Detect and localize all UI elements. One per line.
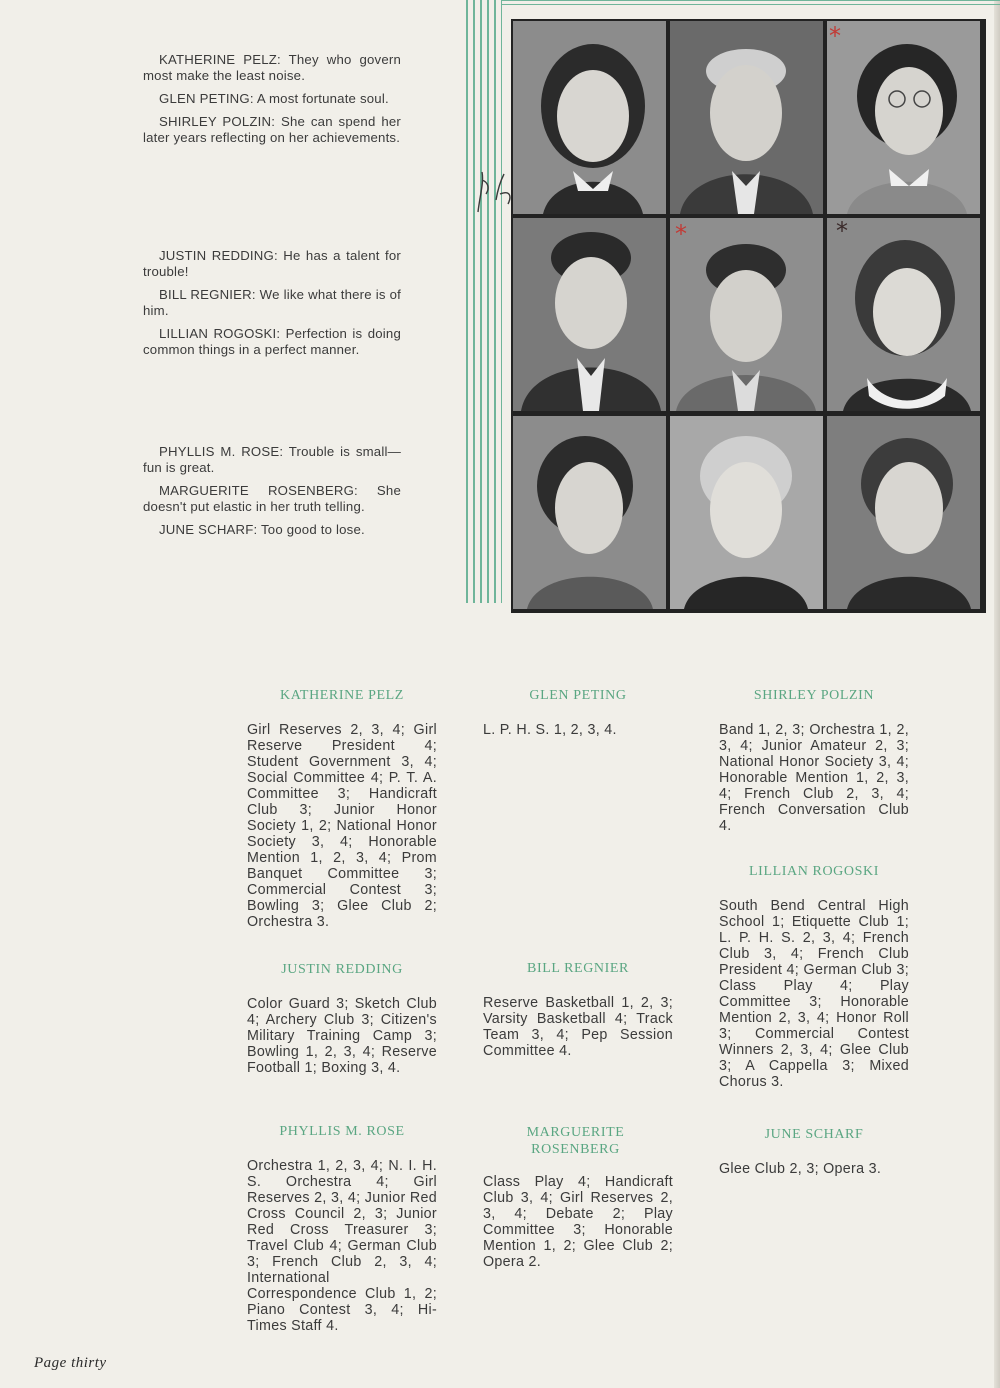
activities-june-scharf xyxy=(719,1126,909,1177)
portrait-glen-peting xyxy=(670,21,823,214)
portrait-image xyxy=(513,416,666,609)
green-top-rule xyxy=(502,0,1000,7)
activities-text: L. P. H. S. 1, 2, 3, 4. xyxy=(483,722,617,738)
red-asterisk-mark: * xyxy=(829,22,841,50)
quote-group-2 xyxy=(143,248,401,365)
quote-group-1 xyxy=(143,52,401,153)
activities-text: Girl Reserves 2, 3, 4; Girl Reserve President 4; Student Government 3, 4; Social Committee 4; P. T. A. Committee 3; Handicraft Club 3; Junior Honor Society 1, 2; National Honor Society 3, 4; Honorable Mention 1, 2, 3, 4; Prom Banquet Committee 3; Commercial Contest 3; Bowling 3; Glee Club 2; Orchestra 3. xyxy=(247,722,437,930)
student-name: LILLIAN ROGOSKI xyxy=(749,864,879,879)
portrait-image xyxy=(670,416,823,609)
portrait-shirley-polzin xyxy=(827,21,980,214)
quote-katherine-pelz: KATHERINE PELZ: They who govern most make the least noise. xyxy=(143,52,401,83)
student-name: JUNE SCHARF xyxy=(764,1127,864,1142)
activities-text: South Bend Central High School 1; Etiquette Club 1; L. P. H. S. 2, 3, 4; French Club 3, 4; French Club President 4; German Club 3; Class Play 4; Play Committee 3; Honorable Mention 2, 3, 4; Honor Roll 3; Commercial Contest Winners 2, 3, 4; Glee Club 3; A Cappella 3; Mixed Chorus 3. xyxy=(719,898,909,1090)
activities-text: Color Guard 3; Sketch Club 4; Archery Club 3; Citizen's Military Training Camp 3; Bowling 1, 2, 3, 4; Reserve Football 1; Boxing 3, 4. xyxy=(247,996,437,1076)
portrait-grid xyxy=(511,19,986,613)
quote-group-3 xyxy=(143,444,401,545)
green-stripe-border xyxy=(466,0,502,603)
quote-glen-peting: GLEN PETING: A most fortunate soul. xyxy=(159,91,389,106)
quote-justin-redding: JUSTIN REDDING: He has a talent for trouble! xyxy=(143,248,401,279)
student-name: KATHERINE PELZ xyxy=(280,688,404,703)
activities-marguerite-rosenberg xyxy=(483,1124,673,1270)
portrait-image xyxy=(670,218,823,411)
activities-text: Band 1, 2, 3; Orchestra 1, 2, 3, 4; Junior Amateur 2, 3; National Honor Society 3, 4; Honorable Mention 1, 2, 3, 4; French Club 2, 3, 4; French Conversation Club 4. xyxy=(719,722,909,834)
portrait-image xyxy=(827,218,980,411)
portrait-lillian-rogoski xyxy=(827,218,980,411)
student-name: GLEN PETING xyxy=(529,688,627,703)
activities-glen-peting xyxy=(483,687,673,738)
quote-lillian-rogoski: LILLIAN ROGOSKI: Perfection is doing common things in a perfect manner. xyxy=(143,326,401,357)
page-edge-shadow xyxy=(994,0,1000,1388)
quote-june-scharf: JUNE SCHARF: Too good to lose. xyxy=(159,522,365,537)
portrait-image xyxy=(827,21,980,214)
portrait-marguerite-rosenberg xyxy=(670,416,823,609)
activities-lillian-rogoski xyxy=(719,863,909,1090)
red-asterisk-mark: * xyxy=(675,220,687,248)
activities-text: Glee Club 2, 3; Opera 3. xyxy=(719,1161,882,1177)
quote-bill-regnier: BILL REGNIER: We like what there is of him. xyxy=(143,287,401,318)
quote-phyllis-rose: PHYLLIS M. ROSE: Trouble is small—fun is great. xyxy=(143,444,401,475)
portrait-bill-regnier xyxy=(670,218,823,411)
portrait-image xyxy=(670,21,823,214)
activities-justin-redding xyxy=(247,961,437,1076)
student-name: BILL REGNIER xyxy=(527,961,629,976)
portrait-image xyxy=(513,21,666,214)
student-name: MARGUERITE ROSENBERG xyxy=(526,1125,625,1157)
student-name: PHYLLIS M. ROSE xyxy=(279,1124,405,1139)
student-name: JUSTIN REDDING xyxy=(281,962,403,977)
student-name: SHIRLEY POLZIN xyxy=(753,688,875,703)
page-number: Page thirty xyxy=(34,1355,107,1371)
activities-shirley-polzin xyxy=(719,687,909,834)
portrait-image xyxy=(827,416,980,609)
portrait-justin-redding xyxy=(513,218,666,411)
activities-text: Class Play 4; Handicraft Club 3, 4; Girl Reserves 2, 3, 4; Debate 2; Play Committee 3; Honorable Mention 1, 2; Glee Club 2; Opera 2. xyxy=(483,1174,673,1270)
portrait-phyllis-rose xyxy=(513,416,666,609)
activities-text: Orchestra 1, 2, 3, 4; N. I. H. S. Orchestra 4; Girl Reserves 2, 3, 4; Junior Red Cross Council 2, 3; Junior Red Cross Treasurer 3; Travel Club 4; German Club 3; French Club 2, 3, 4; International Correspondence Club 1, 2; Piano Contest 3, 4; Hi-Times Staff 4. xyxy=(247,1158,437,1334)
portrait-june-scharf xyxy=(827,416,980,609)
portrait-katherine-pelz xyxy=(513,21,666,214)
activities-text: Reserve Basketball 1, 2, 3; Varsity Basketball 4; Track Team 3, 4; Pep Session Committee 4. xyxy=(483,995,673,1059)
portrait-image xyxy=(513,218,666,411)
activities-bill-regnier xyxy=(483,960,673,1059)
quote-marguerite-rosenberg: MARGUERITE ROSENBERG: She doesn't put elastic in her truth telling. xyxy=(143,483,401,514)
activities-katherine-pelz xyxy=(247,687,437,930)
activities-phyllis-rose xyxy=(247,1123,437,1334)
dark-asterisk-mark: * xyxy=(836,217,848,245)
quote-shirley-polzin: SHIRLEY POLZIN: She can spend her later years reflecting on her achievements. xyxy=(143,114,401,145)
